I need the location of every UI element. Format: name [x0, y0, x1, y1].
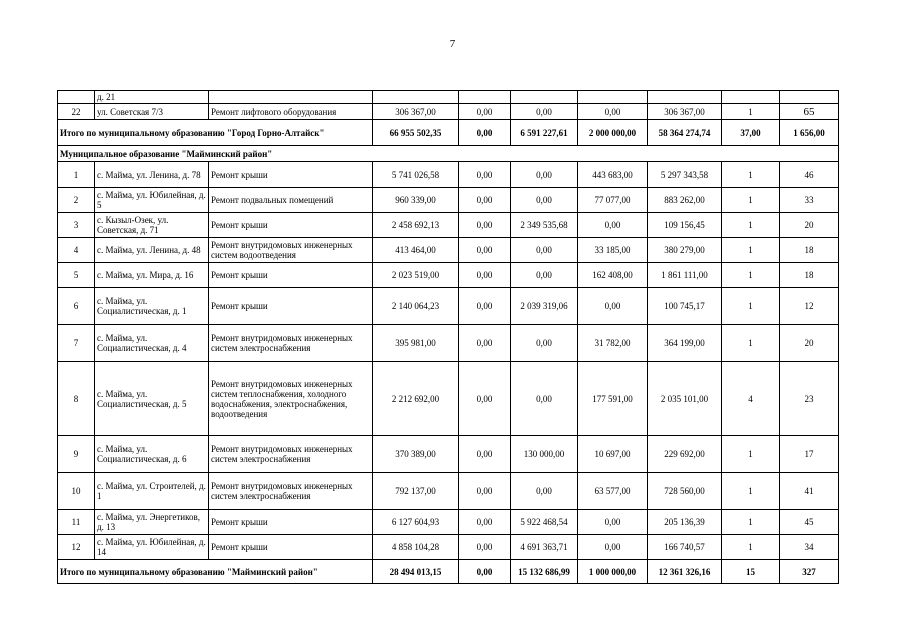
address-cell: ул. Советская 7/3 — [95, 104, 209, 120]
fund-source-4-cell: 883 262,00 — [648, 188, 722, 213]
work-type-cell: Ремонт крыши — [209, 213, 373, 238]
address-cell: с. Майма, ул. Социалистическая, д. 4 — [95, 325, 209, 362]
empty-cell — [511, 91, 578, 104]
fund-source-3-cell: 0,00 — [578, 510, 648, 535]
fund-source-3-cell: 31 782,00 — [578, 325, 648, 362]
area-cell: 1 656,00 — [780, 120, 839, 146]
area-cell: 20 — [780, 213, 839, 238]
fund-source-3-cell: 443 683,00 — [578, 162, 648, 188]
total-cost-cell: 2 212 692,00 — [373, 362, 459, 436]
fund-source-1-cell: 0,00 — [459, 510, 511, 535]
row-number-cell: 5 — [58, 263, 95, 288]
row-number-cell: 11 — [58, 510, 95, 535]
fund-source-1-cell: 0,00 — [459, 535, 511, 560]
work-type-cell: Ремонт крыши — [209, 535, 373, 560]
area-cell: 18 — [780, 263, 839, 288]
empty-cell — [459, 91, 511, 104]
section-label-cell: Муниципальное образование "Майминский район" — [58, 146, 839, 162]
fund-source-1-cell: 0,00 — [459, 188, 511, 213]
area-cell: 65 — [780, 104, 839, 120]
address-cell: с. Майма, ул. Социалистическая, д. 5 — [95, 362, 209, 436]
table-row — [58, 104, 839, 120]
quantity-cell: 1 — [722, 263, 780, 288]
table-row — [58, 162, 839, 188]
total-cost-cell: 28 494 013,15 — [373, 560, 459, 584]
row-number-cell: 8 — [58, 362, 95, 436]
table-row — [58, 436, 839, 473]
fund-source-3-cell: 0,00 — [578, 104, 648, 120]
fund-source-4-cell: 380 279,00 — [648, 238, 722, 263]
area-cell: 45 — [780, 510, 839, 535]
table-row — [58, 91, 839, 104]
fund-source-4-cell: 5 297 343,58 — [648, 162, 722, 188]
fund-source-3-cell: 33 185,00 — [578, 238, 648, 263]
empty-cell — [209, 91, 373, 104]
table-row — [58, 288, 839, 325]
fund-source-2-cell: 0,00 — [511, 238, 578, 263]
fund-source-3-cell: 0,00 — [578, 535, 648, 560]
fund-source-1-cell: 0,00 — [459, 560, 511, 584]
fund-source-2-cell: 0,00 — [511, 325, 578, 362]
address-cell: с. Майма, ул. Ленина, д. 48 — [95, 238, 209, 263]
fund-source-1-cell: 0,00 — [459, 288, 511, 325]
row-number-cell: 22 — [58, 104, 95, 120]
table-row — [58, 213, 839, 238]
section-header-row — [58, 146, 839, 162]
table-row — [58, 362, 839, 436]
quantity-cell: 1 — [722, 162, 780, 188]
fund-source-2-cell: 2 039 319,06 — [511, 288, 578, 325]
table-row — [58, 510, 839, 535]
empty-cell — [722, 91, 780, 104]
total-cost-cell: 66 955 502,35 — [373, 120, 459, 146]
work-type-cell: Ремонт лифтового оборудования — [209, 104, 373, 120]
fund-source-1-cell: 0,00 — [459, 213, 511, 238]
address-cell: с. Майма, ул. Энергетиков, д. 13 — [95, 510, 209, 535]
fund-source-2-cell: 15 132 686,99 — [511, 560, 578, 584]
quantity-cell: 1 — [722, 325, 780, 362]
empty-cell — [780, 91, 839, 104]
total-cost-cell: 6 127 604,93 — [373, 510, 459, 535]
fund-source-2-cell: 0,00 — [511, 188, 578, 213]
empty-cell — [373, 91, 459, 104]
row-number-cell: 1 — [58, 162, 95, 188]
row-number-cell: 4 — [58, 238, 95, 263]
area-cell: 18 — [780, 238, 839, 263]
fund-source-2-cell: 0,00 — [511, 362, 578, 436]
quantity-cell: 1 — [722, 288, 780, 325]
fund-source-1-cell: 0,00 — [459, 120, 511, 146]
fund-source-4-cell: 306 367,00 — [648, 104, 722, 120]
area-cell: 34 — [780, 535, 839, 560]
fund-source-4-cell: 728 560,00 — [648, 473, 722, 510]
address-cell: с. Майма, ул. Юбилейная, д. 14 — [95, 535, 209, 560]
quantity-cell: 1 — [722, 188, 780, 213]
fund-source-1-cell: 0,00 — [459, 238, 511, 263]
fund-source-4-cell: 58 364 274,74 — [648, 120, 722, 146]
fund-source-4-cell: 1 861 111,00 — [648, 263, 722, 288]
fund-source-2-cell: 130 000,00 — [511, 436, 578, 473]
area-cell: 327 — [780, 560, 839, 584]
work-type-cell: Ремонт внутридомовых инженерных систем электроснабжения — [209, 473, 373, 510]
total-label-cell: Итого по муниципальному образованию "Майминский район" — [58, 560, 373, 584]
quantity-cell: 1 — [722, 238, 780, 263]
total-cost-cell: 4 858 104,28 — [373, 535, 459, 560]
area-cell: 20 — [780, 325, 839, 362]
address-cell: с. Кызыл-Озек, ул. Советская, д. 71 — [95, 213, 209, 238]
fund-source-2-cell: 0,00 — [511, 162, 578, 188]
address-cell: с. Майма, ул. Социалистическая, д. 6 — [95, 436, 209, 473]
fund-source-1-cell: 0,00 — [459, 473, 511, 510]
fund-source-1-cell: 0,00 — [459, 325, 511, 362]
page-number: 7 — [449, 38, 456, 50]
fund-source-2-cell: 6 591 227,61 — [511, 120, 578, 146]
table-row — [58, 263, 839, 288]
total-cost-cell: 413 464,00 — [373, 238, 459, 263]
area-cell: 33 — [780, 188, 839, 213]
quantity-cell: 37,00 — [722, 120, 780, 146]
quantity-cell: 1 — [722, 213, 780, 238]
quantity-cell: 15 — [722, 560, 780, 584]
fund-source-3-cell: 2 000 000,00 — [578, 120, 648, 146]
row-number-cell: 12 — [58, 535, 95, 560]
total-cost-cell: 2 140 064,23 — [373, 288, 459, 325]
address-cell: с. Майма, ул. Юбилейная, д. 5 — [95, 188, 209, 213]
row-number-cell: 6 — [58, 288, 95, 325]
row-number-cell: 3 — [58, 213, 95, 238]
total-label-cell: Итого по муниципальному образованию "Город Горно-Алтайск" — [58, 120, 373, 146]
total-cost-cell: 370 389,00 — [373, 436, 459, 473]
fund-source-4-cell: 100 745,17 — [648, 288, 722, 325]
work-type-cell: Ремонт подвальных помещений — [209, 188, 373, 213]
fund-source-4-cell: 12 361 326,16 — [648, 560, 722, 584]
fund-source-3-cell: 162 408,00 — [578, 263, 648, 288]
total-row — [58, 120, 839, 146]
fund-source-2-cell: 0,00 — [511, 104, 578, 120]
fund-source-3-cell: 1 000 000,00 — [578, 560, 648, 584]
fund-source-3-cell: 177 591,00 — [578, 362, 648, 436]
address-cell: с. Майма, ул. Строителей, д. 1 — [95, 473, 209, 510]
area-cell: 46 — [780, 162, 839, 188]
work-type-cell: Ремонт крыши — [209, 263, 373, 288]
total-row — [58, 560, 839, 584]
empty-cell — [578, 91, 648, 104]
area-cell: 12 — [780, 288, 839, 325]
total-cost-cell: 960 339,00 — [373, 188, 459, 213]
fund-source-3-cell: 0,00 — [578, 288, 648, 325]
total-cost-cell: 792 137,00 — [373, 473, 459, 510]
fund-source-3-cell: 77 077,00 — [578, 188, 648, 213]
empty-cell — [648, 91, 722, 104]
work-type-cell: Ремонт внутридомовых инженерных систем водоотведения — [209, 238, 373, 263]
address-cell: д. 21 — [95, 91, 209, 104]
fund-source-1-cell: 0,00 — [459, 436, 511, 473]
repair-program-table — [57, 90, 839, 584]
total-cost-cell: 395 981,00 — [373, 325, 459, 362]
fund-source-2-cell: 0,00 — [511, 263, 578, 288]
quantity-cell: 1 — [722, 104, 780, 120]
fund-source-2-cell: 0,00 — [511, 473, 578, 510]
total-cost-cell: 2 023 519,00 — [373, 263, 459, 288]
quantity-cell: 1 — [722, 473, 780, 510]
row-number-cell — [58, 91, 95, 104]
fund-source-4-cell: 109 156,45 — [648, 213, 722, 238]
area-cell: 41 — [780, 473, 839, 510]
table-row — [58, 238, 839, 263]
total-cost-cell: 306 367,00 — [373, 104, 459, 120]
table-row — [58, 325, 839, 362]
row-number-cell: 10 — [58, 473, 95, 510]
fund-source-1-cell: 0,00 — [459, 162, 511, 188]
fund-source-4-cell: 166 740,57 — [648, 535, 722, 560]
fund-source-2-cell: 4 691 363,71 — [511, 535, 578, 560]
area-cell: 17 — [780, 436, 839, 473]
fund-source-4-cell: 364 199,00 — [648, 325, 722, 362]
fund-source-1-cell: 0,00 — [459, 263, 511, 288]
fund-source-3-cell: 10 697,00 — [578, 436, 648, 473]
fund-source-4-cell: 2 035 101,00 — [648, 362, 722, 436]
row-number-cell: 2 — [58, 188, 95, 213]
area-cell: 23 — [780, 362, 839, 436]
table-body — [58, 91, 839, 584]
address-cell: с. Майма, ул. Ленина, д. 78 — [95, 162, 209, 188]
row-number-cell: 9 — [58, 436, 95, 473]
work-type-cell: Ремонт крыши — [209, 288, 373, 325]
work-type-cell: Ремонт крыши — [209, 162, 373, 188]
work-type-cell: Ремонт внутридомовых инженерных систем теплоснабжения, холодного водоснабжения, электроснабжения, водоотведения — [209, 362, 373, 436]
row-number-cell: 7 — [58, 325, 95, 362]
work-type-cell: Ремонт внутридомовых инженерных систем электроснабжения — [209, 436, 373, 473]
total-cost-cell: 5 741 026,58 — [373, 162, 459, 188]
fund-source-3-cell: 63 577,00 — [578, 473, 648, 510]
quantity-cell: 1 — [722, 535, 780, 560]
fund-source-2-cell: 5 922 468,54 — [511, 510, 578, 535]
total-cost-cell: 2 458 692,13 — [373, 213, 459, 238]
fund-source-4-cell: 229 692,00 — [648, 436, 722, 473]
fund-source-1-cell: 0,00 — [459, 104, 511, 120]
table-row — [58, 535, 839, 560]
fund-source-4-cell: 205 136,39 — [648, 510, 722, 535]
fund-source-2-cell: 2 349 535,68 — [511, 213, 578, 238]
table-row — [58, 473, 839, 510]
work-type-cell: Ремонт крыши — [209, 510, 373, 535]
quantity-cell: 1 — [722, 510, 780, 535]
work-type-cell: Ремонт внутридомовых инженерных систем электроснабжения — [209, 325, 373, 362]
fund-source-3-cell: 0,00 — [578, 213, 648, 238]
table-row — [58, 188, 839, 213]
quantity-cell: 4 — [722, 362, 780, 436]
fund-source-1-cell: 0,00 — [459, 362, 511, 436]
quantity-cell: 1 — [722, 436, 780, 473]
address-cell: с. Майма, ул. Социалистическая, д. 1 — [95, 288, 209, 325]
address-cell: с. Майма, ул. Мира, д. 16 — [95, 263, 209, 288]
